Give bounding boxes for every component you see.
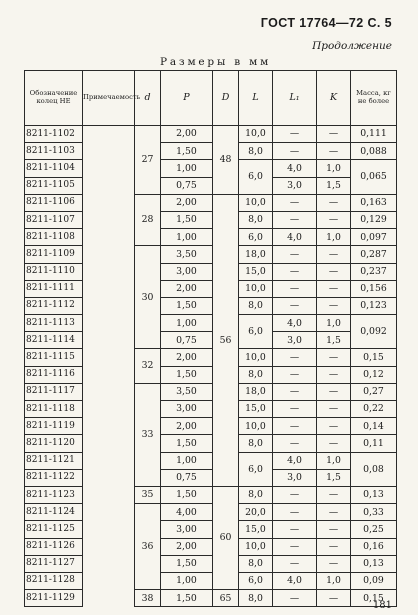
cell-p: 1,50 <box>161 590 213 607</box>
cell-l1: 4,0 <box>273 572 317 589</box>
cell-l1: — <box>273 435 317 452</box>
cell-p: 2,00 <box>161 418 213 435</box>
cell-mass: 0,15 <box>351 590 397 607</box>
cell-designation: 8211-1121 <box>25 452 83 469</box>
cell-l: 18,0 <box>239 383 273 400</box>
column-header-k: K <box>317 71 351 126</box>
cell-p: 3,50 <box>161 246 213 263</box>
cell-d: 28 <box>135 194 161 246</box>
cell-l1: — <box>273 263 317 280</box>
cell-k: — <box>317 280 351 297</box>
table-row <box>25 297 397 314</box>
cell-mass: 0,14 <box>351 418 397 435</box>
cell-k: — <box>317 383 351 400</box>
document-header: ГОСТ 17764—72 С. 5 <box>260 16 392 30</box>
continuation-label: Продолжение <box>312 40 392 52</box>
table-row <box>25 469 397 486</box>
cell-p: 1,00 <box>161 572 213 589</box>
cell-k: — <box>317 555 351 572</box>
column-header-d: d <box>135 71 161 126</box>
cell-l1: — <box>273 401 317 418</box>
table-row <box>25 211 397 228</box>
cell-mass: 0,097 <box>351 229 397 246</box>
cell-mass: 0,237 <box>351 263 397 280</box>
cell-k: — <box>317 486 351 503</box>
column-header-l: L <box>239 71 273 126</box>
table-row <box>25 160 397 177</box>
cell-k: 1,0 <box>317 452 351 469</box>
cell-l1: — <box>273 590 317 607</box>
cell-k: — <box>317 418 351 435</box>
cell-l: 8,0 <box>239 211 273 228</box>
cell-l: 18,0 <box>239 246 273 263</box>
cell-k: 1,0 <box>317 315 351 332</box>
cell-p: 1,50 <box>161 366 213 383</box>
table-row <box>25 383 397 400</box>
cell-k: — <box>317 194 351 211</box>
table-row <box>25 590 397 607</box>
cell-p: 0,75 <box>161 177 213 194</box>
table-body <box>25 126 397 607</box>
cell-mass: 0,25 <box>351 521 397 538</box>
cell-l1: — <box>273 555 317 572</box>
table-row <box>25 572 397 589</box>
table-row <box>25 538 397 555</box>
cell-mass: 0,13 <box>351 555 397 572</box>
table-header-row <box>25 71 397 126</box>
cell-k: — <box>317 590 351 607</box>
cell-mass: 0,12 <box>351 366 397 383</box>
cell-p: 3,00 <box>161 521 213 538</box>
cell-k: 1,0 <box>317 572 351 589</box>
ring-dimensions-table <box>24 70 397 607</box>
cell-mass: 0,163 <box>351 194 397 211</box>
cell-l: 6,0 <box>239 572 273 589</box>
cell-outer-d: 65 <box>213 590 239 607</box>
cell-k: — <box>317 521 351 538</box>
column-header-note: Примечаемость <box>83 71 135 126</box>
cell-designation: 8211-1111 <box>25 280 83 297</box>
page-number: 181 <box>372 600 392 611</box>
cell-l1: — <box>273 383 317 400</box>
cell-l1: — <box>273 280 317 297</box>
cell-mass: 0,065 <box>351 160 397 194</box>
table-row <box>25 263 397 280</box>
cell-mass: 0,09 <box>351 572 397 589</box>
cell-p: 1,50 <box>161 435 213 452</box>
cell-k: — <box>317 538 351 555</box>
cell-l1: — <box>273 126 317 143</box>
cell-designation: 8211-1129 <box>25 590 83 607</box>
cell-designation: 8211-1125 <box>25 521 83 538</box>
cell-d: 38 <box>135 590 161 607</box>
cell-l: 6,0 <box>239 452 273 486</box>
cell-l: 20,0 <box>239 504 273 521</box>
table-row <box>25 435 397 452</box>
cell-l1: — <box>273 521 317 538</box>
cell-p: 3,00 <box>161 263 213 280</box>
cell-l1: — <box>273 143 317 160</box>
cell-p: 1,00 <box>161 160 213 177</box>
cell-k: 1,5 <box>317 332 351 349</box>
units-caption: Размеры в мм <box>160 56 272 68</box>
cell-l: 10,0 <box>239 126 273 143</box>
cell-l: 6,0 <box>239 229 273 246</box>
cell-k: 1,0 <box>317 160 351 177</box>
table-row <box>25 194 397 211</box>
column-header-designation: Обозначение колец НЕ <box>25 71 83 126</box>
cell-k: — <box>317 504 351 521</box>
cell-p: 2,00 <box>161 349 213 366</box>
cell-mass: 0,33 <box>351 504 397 521</box>
cell-designation: 8211-1108 <box>25 229 83 246</box>
cell-p: 1,00 <box>161 229 213 246</box>
cell-designation: 8211-1118 <box>25 401 83 418</box>
cell-k: — <box>317 297 351 314</box>
cell-designation: 8211-1122 <box>25 469 83 486</box>
cell-k: — <box>317 126 351 143</box>
cell-outer-d: 48 <box>213 126 239 195</box>
cell-designation: 8211-1124 <box>25 504 83 521</box>
cell-designation: 8211-1128 <box>25 572 83 589</box>
cell-k: — <box>317 349 351 366</box>
cell-designation: 8211-1112 <box>25 297 83 314</box>
cell-l: 8,0 <box>239 590 273 607</box>
cell-l1: — <box>273 349 317 366</box>
column-header-p: P <box>161 71 213 126</box>
table-row <box>25 401 397 418</box>
cell-designation: 8211-1126 <box>25 538 83 555</box>
cell-l: 15,0 <box>239 263 273 280</box>
cell-mass: 0,13 <box>351 486 397 503</box>
cell-l1: — <box>273 194 317 211</box>
cell-p: 1,00 <box>161 315 213 332</box>
table-row <box>25 177 397 194</box>
cell-designation: 8211-1123 <box>25 486 83 503</box>
cell-mass: 0,287 <box>351 246 397 263</box>
cell-l1: 4,0 <box>273 160 317 177</box>
cell-l: 10,0 <box>239 418 273 435</box>
cell-d: 32 <box>135 349 161 383</box>
cell-designation: 8211-1116 <box>25 366 83 383</box>
cell-k: — <box>317 143 351 160</box>
cell-l: 10,0 <box>239 194 273 211</box>
table-row <box>25 349 397 366</box>
cell-p: 3,50 <box>161 383 213 400</box>
cell-designation: 8211-1113 <box>25 315 83 332</box>
table-row <box>25 229 397 246</box>
cell-mass: 0,27 <box>351 383 397 400</box>
cell-l: 8,0 <box>239 486 273 503</box>
table-row <box>25 486 397 503</box>
cell-k: — <box>317 246 351 263</box>
cell-designation: 8211-1110 <box>25 263 83 280</box>
cell-l1: 4,0 <box>273 229 317 246</box>
cell-d: 35 <box>135 486 161 503</box>
cell-designation: 8211-1119 <box>25 418 83 435</box>
table-row <box>25 246 397 263</box>
cell-d: 27 <box>135 126 161 195</box>
column-header-l1: L₁ <box>273 71 317 126</box>
cell-designation: 8211-1103 <box>25 143 83 160</box>
cell-l1: — <box>273 418 317 435</box>
cell-l1: — <box>273 297 317 314</box>
table-row <box>25 504 397 521</box>
table-row <box>25 126 397 143</box>
cell-mass: 0,22 <box>351 401 397 418</box>
table-row <box>25 452 397 469</box>
cell-mass: 0,08 <box>351 452 397 486</box>
cell-p: 1,50 <box>161 143 213 160</box>
cell-d: 33 <box>135 383 161 486</box>
cell-k: 1,0 <box>317 229 351 246</box>
cell-designation: 8211-1109 <box>25 246 83 263</box>
cell-k: — <box>317 211 351 228</box>
cell-p: 2,00 <box>161 126 213 143</box>
cell-designation: 8211-1114 <box>25 332 83 349</box>
cell-l: 8,0 <box>239 297 273 314</box>
cell-mass: 0,129 <box>351 211 397 228</box>
table-row <box>25 332 397 349</box>
cell-p: 1,00 <box>161 452 213 469</box>
cell-l: 10,0 <box>239 349 273 366</box>
cell-outer-d: 60 <box>213 486 239 589</box>
cell-p: 0,75 <box>161 469 213 486</box>
cell-p: 1,50 <box>161 211 213 228</box>
cell-l: 6,0 <box>239 315 273 349</box>
cell-l1: 4,0 <box>273 315 317 332</box>
column-header-outer-d: D <box>213 71 239 126</box>
cell-p: 2,00 <box>161 280 213 297</box>
cell-designation: 8211-1104 <box>25 160 83 177</box>
cell-p: 4,00 <box>161 504 213 521</box>
cell-l1: 3,0 <box>273 469 317 486</box>
cell-p: 2,00 <box>161 538 213 555</box>
cell-l: 15,0 <box>239 521 273 538</box>
cell-mass: 0,111 <box>351 126 397 143</box>
table-row <box>25 143 397 160</box>
cell-mass: 0,15 <box>351 349 397 366</box>
cell-l: 6,0 <box>239 160 273 194</box>
cell-designation: 8211-1115 <box>25 349 83 366</box>
cell-designation: 8211-1117 <box>25 383 83 400</box>
cell-p: 2,00 <box>161 194 213 211</box>
cell-l1: 4,0 <box>273 452 317 469</box>
cell-k: — <box>317 366 351 383</box>
table-row <box>25 521 397 538</box>
cell-p: 0,75 <box>161 332 213 349</box>
cell-designation: 8211-1106 <box>25 194 83 211</box>
cell-l1: 3,0 <box>273 332 317 349</box>
table-row <box>25 366 397 383</box>
cell-p: 3,00 <box>161 401 213 418</box>
cell-p: 1,50 <box>161 555 213 572</box>
cell-mass: 0,156 <box>351 280 397 297</box>
cell-designation: 8211-1102 <box>25 126 83 143</box>
cell-l: 10,0 <box>239 280 273 297</box>
cell-designation: 8211-1127 <box>25 555 83 572</box>
cell-p: 1,50 <box>161 297 213 314</box>
cell-l1: — <box>273 504 317 521</box>
cell-d: 30 <box>135 246 161 349</box>
cell-mass: 0,16 <box>351 538 397 555</box>
cell-designation: 8211-1120 <box>25 435 83 452</box>
cell-l1: — <box>273 211 317 228</box>
cell-k: 1,5 <box>317 177 351 194</box>
cell-mass: 0,11 <box>351 435 397 452</box>
table-row <box>25 418 397 435</box>
cell-l: 8,0 <box>239 435 273 452</box>
cell-mass: 0,092 <box>351 315 397 349</box>
cell-p: 1,50 <box>161 486 213 503</box>
cell-l1: — <box>273 246 317 263</box>
cell-l: 8,0 <box>239 143 273 160</box>
cell-l1: 3,0 <box>273 177 317 194</box>
cell-l1: — <box>273 486 317 503</box>
table-row <box>25 315 397 332</box>
cell-mass: 0,123 <box>351 297 397 314</box>
cell-k: — <box>317 401 351 418</box>
cell-designation: 8211-1107 <box>25 211 83 228</box>
cell-l: 8,0 <box>239 555 273 572</box>
cell-l1: — <box>273 538 317 555</box>
table-row <box>25 280 397 297</box>
table-row <box>25 555 397 572</box>
cell-d: 36 <box>135 504 161 590</box>
cell-k: — <box>317 435 351 452</box>
cell-mass: 0,088 <box>351 143 397 160</box>
cell-l: 10,0 <box>239 538 273 555</box>
cell-designation: 8211-1105 <box>25 177 83 194</box>
cell-l: 8,0 <box>239 366 273 383</box>
cell-note <box>83 126 135 607</box>
column-header-mass: Масса, кг не более <box>351 71 397 126</box>
cell-l: 15,0 <box>239 401 273 418</box>
cell-outer-d: 56 <box>213 194 239 486</box>
cell-k: 1,5 <box>317 469 351 486</box>
cell-k: — <box>317 263 351 280</box>
cell-l1: — <box>273 366 317 383</box>
